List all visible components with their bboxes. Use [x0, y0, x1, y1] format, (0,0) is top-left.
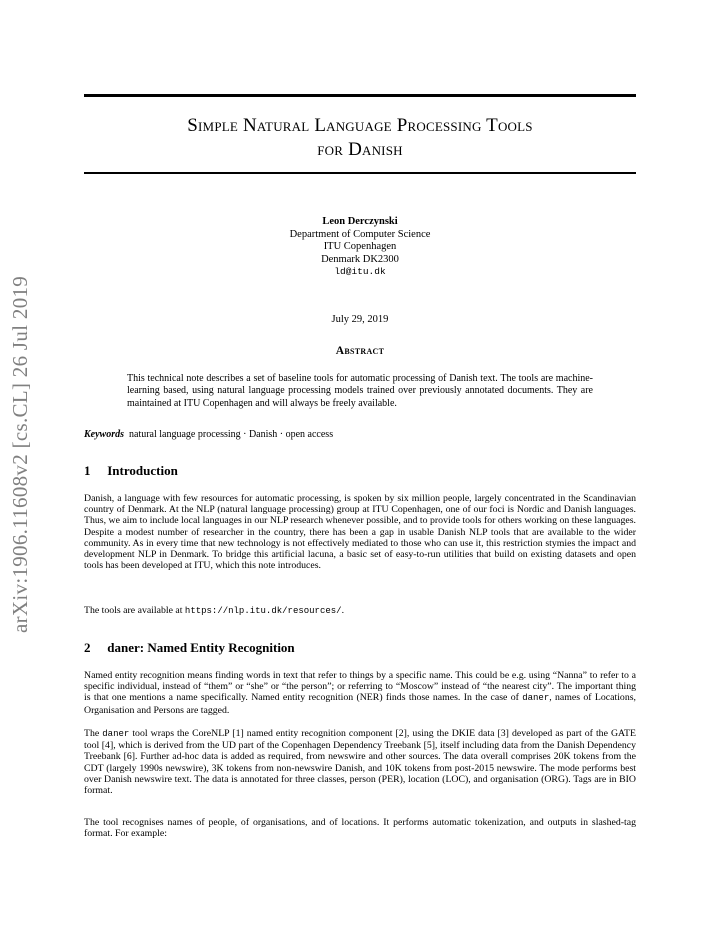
daner-code: daner — [102, 729, 130, 739]
ner-definition-paragraph — [84, 670, 636, 716]
author-block — [84, 216, 636, 279]
tools-prefix: The tools are available at — [84, 605, 185, 616]
tools-availability-paragraph — [84, 605, 636, 617]
keywords-label: Keywords — [84, 429, 124, 440]
paper-title — [84, 114, 636, 162]
ner-text-b: , names of Locations, Organisation and Persons are tagged. — [84, 692, 636, 716]
title-bottom-rule — [84, 172, 636, 174]
introduction-paragraph: Danish, a language with few resources for automatic processing, is spoken by six million people, largely concentrated in the Scandinavian country of Denmark. At the NLP (natural language processing) group at ITU Copenhagen, one of our foci is Nordic and Danish languages. Thus, we aim to include local languages in our NLP research whenever possible, and to provide tools for others working on these languages. Despite a modest number of researcher in the country, there has been a gap in usable Danish NLP tools that are available to the wider community. As in every time that new technology is not effectively mediated to those who can use it, this restriction stymies the impact and development NLP in Denmark. To bridge this artificial lacuna, a basic set of easy-to-run utilities that build on existing datasets and open tools has been developed at ITU, which this note introduces. — [84, 493, 636, 572]
author-institution: ITU Copenhagen — [323, 241, 397, 252]
author-email[interactable]: ld@itu.dk — [334, 266, 386, 277]
author-address: Denmark DK2300 — [321, 253, 399, 265]
author-name: Leon Derczynski — [322, 216, 398, 227]
section-number: 2 — [84, 640, 91, 655]
paper-date: July 29, 2019 — [331, 314, 389, 325]
paper-title-line-1: Simple Natural Language Processing Tools — [187, 115, 533, 136]
daner-text-b: tool wraps the CoreNLP [1] named entity recognition component [2], using the DKIE data [3] developed as part of the GATE tool [4], which is derived from the UD part of the Copenhagen Dependency Treebank [5], itself including data from the Danish Dependency Treebank [6]. Further ad-hoc data is added as required, from newswire and other sources. The data overall comprises 20K tokens from the CDT (largely 1990s newswire), 3K tokens from non-newswire Danish, and 10K tokens from post-2015 newswire. The mode performs best over Danish newswire text. The data is annotated for three classes, person (PER), location (LOC), and organisation (ORG). Tags are in BIO format. — [84, 728, 636, 797]
ner-text-a: Named entity recognition means finding words in text that refer to things by a specific name. This could be e.g. using “Nanna” to refer to a specific individual, instead of “them” or “she” or “the person”; or referring to “Moscow” instead of “the nearest city”. The important thing is that one mentions a name specifically. Named entity recognition (NER) finds those names. In the case of — [84, 670, 636, 704]
daner-text-a: The — [84, 728, 103, 739]
arxiv-sidebar-stamp: arXiv:1906.11608v2 [cs.CL] 26 Jul 2019 — [8, 275, 32, 633]
tools-url-link[interactable]: https://nlp.itu.dk/resources/ — [184, 606, 342, 616]
paper-title-line-2: for Danish — [317, 139, 403, 160]
abstract-text: This technical note describes a set of baseline tools for automatic processing of Danish text. The tools are machine-learning based, using natural language processing models trained over previously annotated documents. They are maintained at ITU Copenhagen and will always be freely available. — [127, 373, 593, 409]
section-heading-daner — [84, 640, 636, 656]
daner-code: daner — [522, 693, 550, 704]
tool-output-paragraph: The tool recognises names of people, of organisations, and of locations. It performs automatic tokenization, and outputs in slashed-tag format. For example: — [84, 817, 636, 840]
tools-suffix: . — [341, 605, 345, 616]
daner-data-paragraph — [84, 728, 636, 796]
section-title: daner: Named Entity Recognition — [107, 640, 295, 655]
author-department: Department of Computer Science — [289, 228, 431, 240]
title-top-rule — [84, 94, 636, 97]
keywords-text: natural language processing · Danish · open access — [129, 429, 334, 440]
keywords-line — [84, 429, 636, 441]
section-heading-introduction — [84, 463, 636, 479]
section-number: 1 — [84, 463, 91, 478]
abstract-heading: Abstract — [335, 345, 385, 357]
section-title: Introduction — [107, 463, 178, 478]
